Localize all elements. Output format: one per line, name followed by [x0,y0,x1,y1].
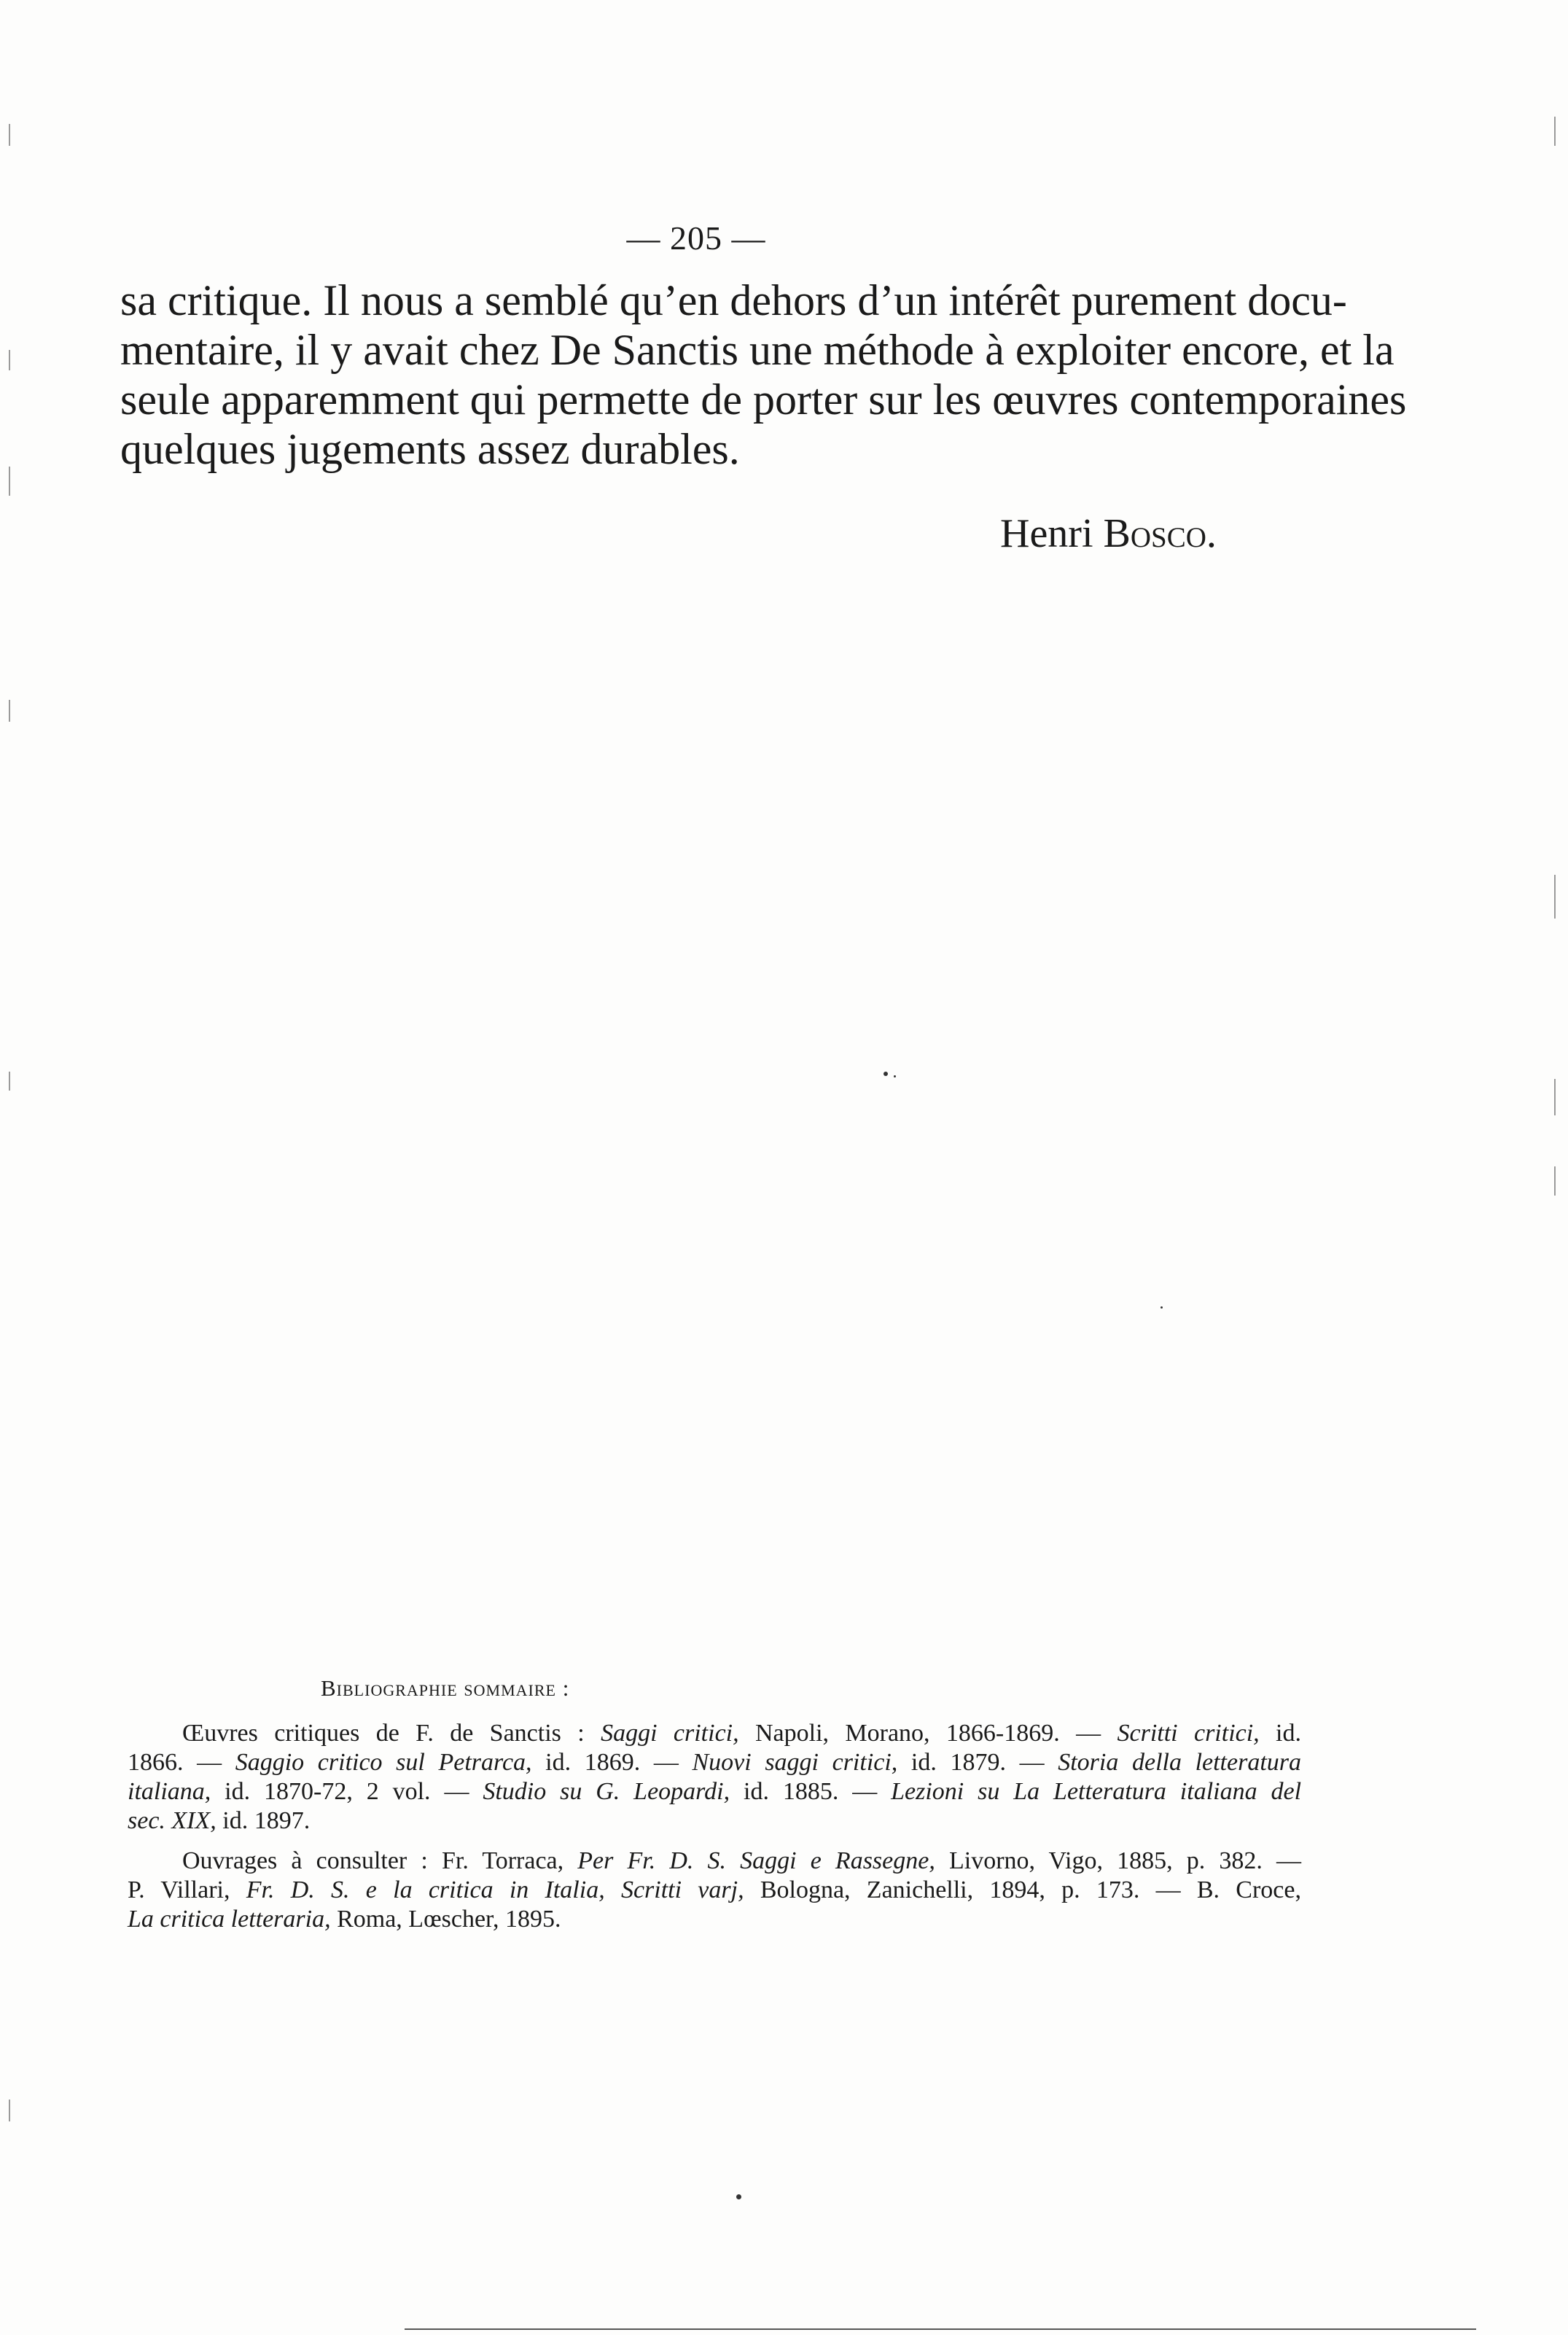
body-line: mentaire, il y avait chez De Sanctis une méthode à exploiter encore, et la [120,326,1395,374]
italic-title: Nuovi saggi critici, [692,1749,898,1776]
scan-edge-mark [9,2100,10,2121]
bibliography-line [128,1876,1301,1905]
italic-title: italiana, [128,1778,211,1805]
text-run: Ouvrages à consulter : Fr. Torraca, [182,1847,578,1874]
scan-edge-mark [1554,117,1556,146]
text-run: id. 1869. — [531,1749,693,1776]
text-run: id. 1897. [216,1807,311,1834]
text-run: Livorno, Vigo, 1885, p. 382. — [935,1847,1301,1874]
author-signature [1000,510,1219,557]
scan-bottom-edge [405,2328,1476,2330]
italic-title: La critica letteraria, [128,1906,331,1933]
italic-title: Lezioni su La Letteratura italiana del [891,1778,1302,1805]
italic-title: Studio su G. Leopardi, [483,1778,730,1805]
text-run: Napoli, Morano, 1866-1869. — [738,1720,1118,1747]
body-line: seule apparemment qui permette de porter sur les œuvres contemporaines [120,375,1407,424]
text-run: id. 1885. — [730,1778,892,1805]
author-first-name: Henri [1000,511,1093,556]
scan-speck [894,1075,896,1077]
bibliography-entry-works [128,1719,1301,1836]
scan-speck [736,2194,741,2199]
text-run: 1866. — [128,1749,235,1776]
bibliography-heading: Bibliographie sommaire : [321,1675,570,1701]
bibliography-line [128,1806,1301,1836]
bibliography-line [128,1777,1301,1806]
text-run: Bologna, Zanichelli, 1894, p. 173. — B. Croce, [744,1876,1301,1903]
body-line: sa critique. Il nous a semblé qu’en dehors d’un intérêt purement docu- [120,276,1347,324]
bibliography-entry-references [128,1847,1301,1934]
italic-title: Storia della letteratura [1058,1749,1302,1776]
text-run: Œuvres critiques de F. de Sanctis : [182,1720,601,1747]
italic-title: Scritti critici, [1117,1720,1260,1747]
italic-title: Saggi critici, [601,1720,739,1747]
scan-edge-mark [9,350,10,370]
scan-edge-mark [9,124,10,146]
bibliography-line [128,1719,1301,1748]
scan-edge-mark [1554,1079,1556,1115]
italic-title: sec. XIX, [128,1807,217,1834]
bibliography-line [128,1905,1301,1934]
scan-edge-mark [1554,1166,1556,1196]
scan-speck [1161,1306,1163,1309]
bibliography-line [128,1748,1301,1777]
author-last-name: Bosco. [1103,511,1217,556]
scan-edge-mark [9,1072,10,1091]
text-run: id. 1870-72, 2 vol. — [211,1778,483,1805]
text-run: id. 1879. — [897,1749,1058,1776]
text-run: Roma, Lœscher, 1895. [330,1906,561,1933]
body-line: quelques jugements assez durables. [120,425,740,473]
text-run: id. [1259,1720,1302,1747]
body-paragraph [120,276,1407,474]
scan-edge-mark [1554,875,1556,919]
scan-speck [884,1072,888,1076]
page-number: — 205 — [626,219,766,257]
italic-title: Saggio critico sul Petrarca, [235,1749,532,1776]
italic-title: Per Fr. D. S. Saggi e Rassegne, [577,1847,935,1874]
bibliography-line [128,1847,1301,1876]
text-run: P. Villari, [128,1876,246,1903]
scan-edge-mark [9,467,10,496]
scan-edge-mark [9,700,10,722]
italic-title: Fr. D. S. e la critica in Italia, Scritti varj, [246,1876,744,1903]
